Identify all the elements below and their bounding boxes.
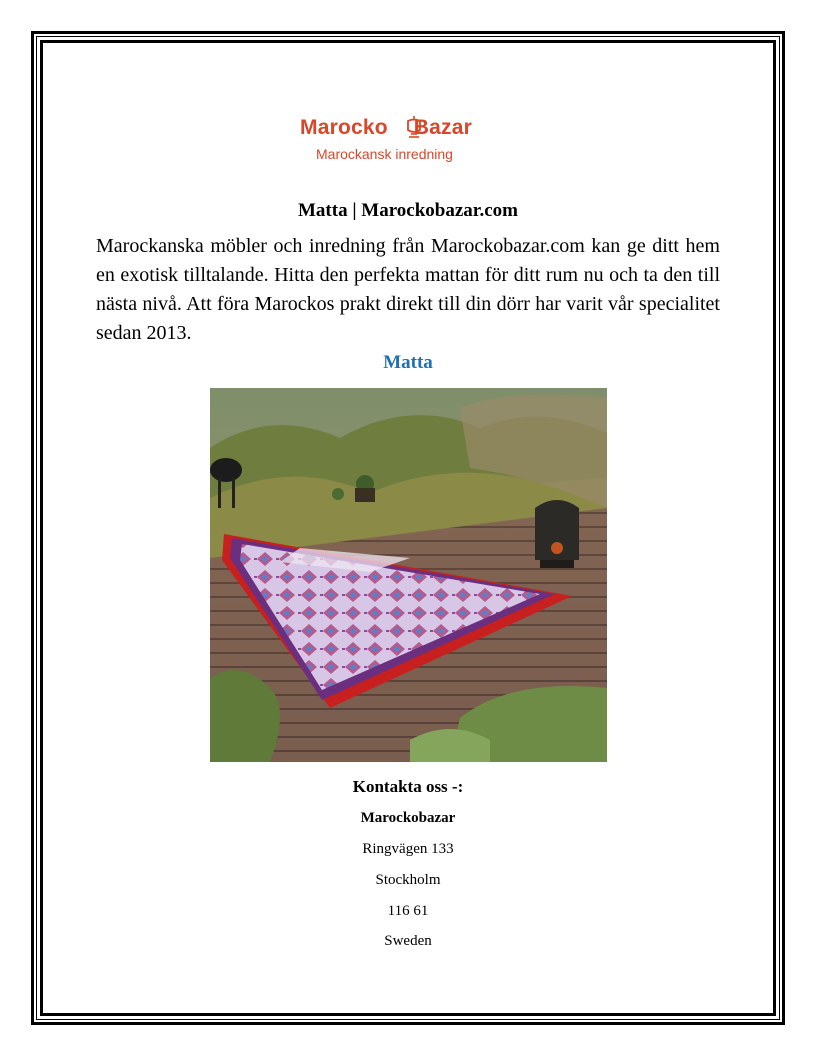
logo-name-part2: Bazar xyxy=(413,116,472,139)
intro-paragraph: Marockanska möbler och inredning från Marockobazar.com kan ge ditt hem en exotisk tilltalande. Hitta den perfekta mattan för ditt rum nu och ta den till nästa nivå. Att föra Marockos prakt direkt till din dörr har varit vår specialitet sedan 2013. xyxy=(96,235,720,344)
brand-logo xyxy=(296,112,506,168)
logo-wordmark xyxy=(300,116,472,140)
contact-street: Ringvägen 133 xyxy=(362,841,454,857)
section-heading-link[interactable]: Matta xyxy=(383,352,433,373)
logo-name-part1: Marocko xyxy=(300,116,388,139)
contact-country: Sweden xyxy=(384,933,432,949)
logo-tagline: Marockansk inredning xyxy=(316,146,453,162)
rug-photo xyxy=(210,388,607,762)
rug-photo-illustration xyxy=(210,388,607,762)
contact-postcode: 116 61 xyxy=(387,903,429,919)
page-title: Matta | Marockobazar.com xyxy=(298,200,518,221)
contact-heading: Kontakta oss -: xyxy=(352,777,464,796)
lantern-icon xyxy=(404,115,424,141)
contact-company: Marockobazar xyxy=(360,810,456,826)
contact-city: Stockholm xyxy=(375,872,441,888)
